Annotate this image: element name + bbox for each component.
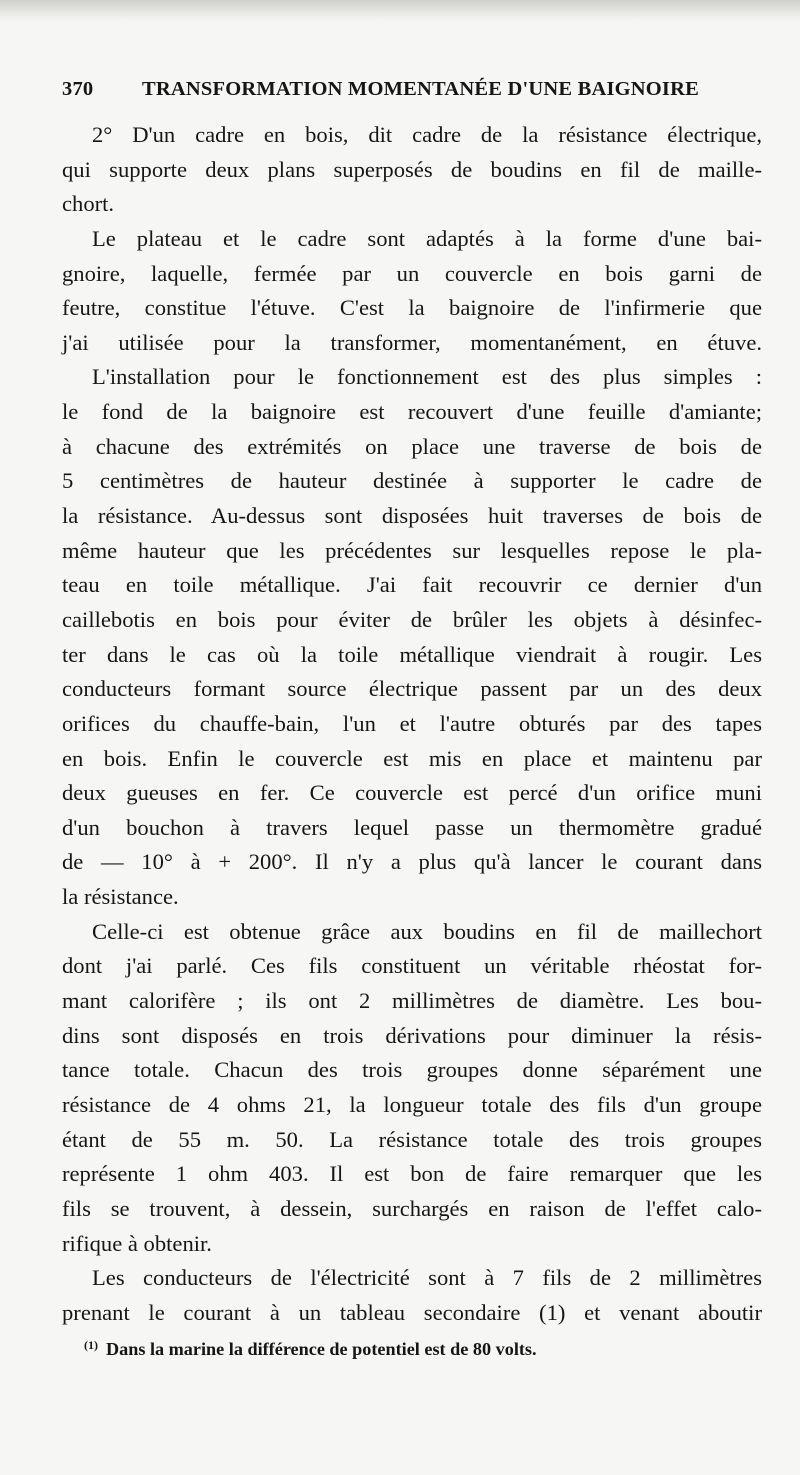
text-line: teau en toile métallique. J'ai fait recouvrir ce dernier d'un: [62, 572, 762, 598]
footnote-text: Dans la marine la différence de potentiel est de 80 volts.: [106, 1339, 537, 1359]
footnote-marker: (1): [84, 1338, 98, 1352]
text-line: fils se trouvent, à dessein, surchargés en raison de l'effet calo-: [62, 1195, 762, 1221]
text-line: 5 centimètres de hauteur destinée à supporter le cadre de: [62, 468, 762, 494]
page-number: 370: [62, 78, 94, 100]
text-line: 2° D'un cadre en bois, dit cadre de la résistance électrique,: [92, 122, 762, 147]
running-title: TRANSFORMATION MOMENTANÉE D'UNE BAIGNOIRE: [142, 78, 699, 100]
footnote: [84, 1338, 744, 1360]
text-line: Celle-ci est obtenue grâce aux boudins en fil de maillechort: [92, 918, 762, 944]
text-line: dins sont disposés en trois dérivations pour diminuer la résis-: [62, 1022, 762, 1048]
text-line: même hauteur que les précédentes sur lesquelles repose le pla-: [62, 537, 762, 563]
text-line: la résistance. Au-dessus sont disposées huit traverses de bois de: [62, 503, 762, 529]
text-line: gnoire, laquelle, fermée par un couvercle en bois garni de: [62, 260, 762, 286]
text-line: j'ai utilisée pour la transformer, momentanément, en étuve.: [62, 329, 762, 355]
text-line: la résistance.: [62, 884, 179, 910]
scan-edge: [0, 0, 800, 22]
text-line: en bois. Enfin le couvercle est mis en place et maintenu par: [62, 745, 762, 771]
text-line: ter dans le cas où la toile métallique viendrait à rougir. Les: [62, 641, 762, 667]
text-line: qui supporte deux plans superposés de boudins en fil de maille-: [62, 156, 762, 182]
text-line: tance totale. Chacun des trois groupes donne séparément une: [62, 1057, 762, 1083]
text-line: Le plateau et le cadre sont adaptés à la forme d'une bai-: [92, 225, 762, 251]
text-line: représente 1 ohm 403. Il est bon de faire remarquer que les: [62, 1161, 762, 1187]
text-line: prenant le courant à un tableau secondaire (1) et venant aboutir: [62, 1299, 762, 1325]
text-line: résistance de 4 ohms 21, la longueur totale des fils d'un groupe: [62, 1091, 762, 1117]
page-header: [62, 78, 762, 106]
text-line: orifices du chauffe-bain, l'un et l'autre obturés par des tapes: [62, 710, 762, 736]
text-line: feutre, constitue l'étuve. C'est la baignoire de l'infirmerie que: [62, 295, 762, 321]
text-line: rifique à obtenir.: [62, 1230, 212, 1256]
text-line: caillebotis en bois pour éviter de brûler les objets à désinfec-: [62, 606, 762, 632]
text-line: de — 10° à + 200°. Il n'y a plus qu'à lancer le courant dans: [62, 849, 762, 875]
text-line: le fond de la baignoire est recouvert d'une feuille d'amiante;: [62, 399, 762, 425]
text-line: mant calorifère ; ils ont 2 millimètres de diamètre. Les bou-: [62, 988, 762, 1014]
text-line: L'installation pour le fonctionnement est des plus simples :: [92, 364, 762, 390]
text-line: à chacune des extrémités on place une traverse de bois de: [62, 433, 762, 459]
text-line: d'un bouchon à travers lequel passe un thermomètre gradué: [62, 814, 762, 840]
text-line: dont j'ai parlé. Ces fils constituent un véritable rhéostat for-: [62, 953, 762, 979]
text-line: chort.: [62, 191, 115, 217]
body-text: [62, 118, 762, 1330]
text-line: conducteurs formant source électrique passent par un des deux: [62, 676, 762, 702]
text-line: Les conducteurs de l'électricité sont à 7 fils de 2 millimètres: [92, 1265, 762, 1291]
text-line: étant de 55 m. 50. La résistance totale des trois groupes: [62, 1126, 762, 1152]
text-line: deux gueuses en fer. Ce couvercle est percé d'un orifice muni: [62, 780, 762, 806]
